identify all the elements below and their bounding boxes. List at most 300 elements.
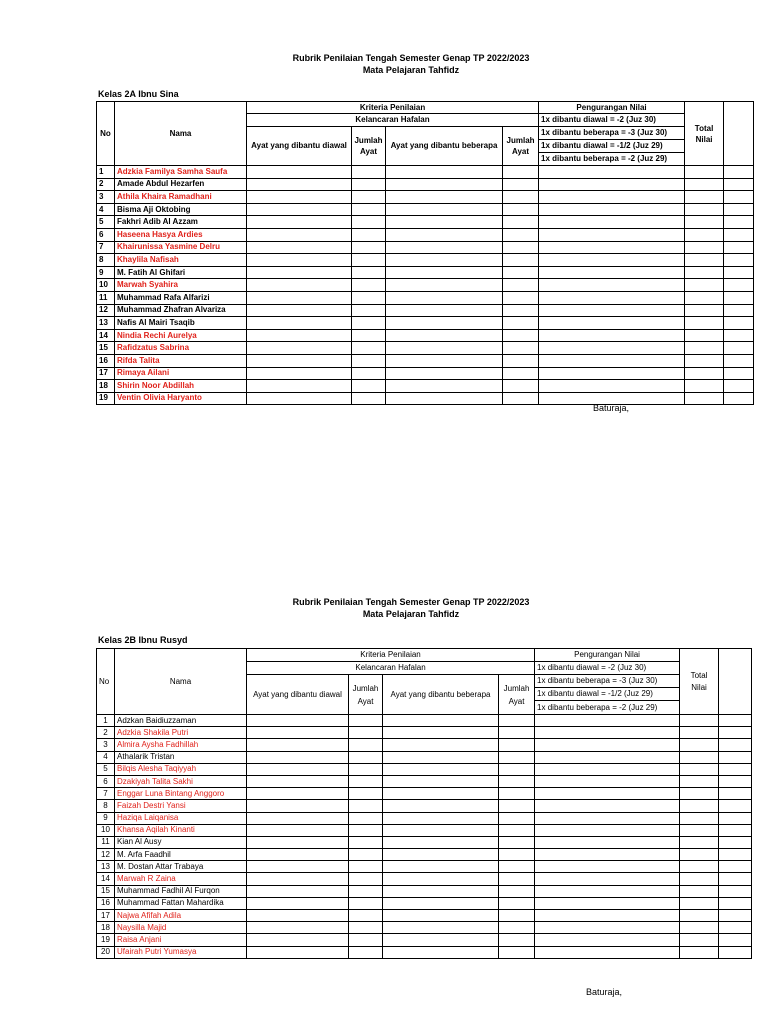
score-cell[interactable] xyxy=(719,727,752,739)
score-cell[interactable] xyxy=(724,342,754,355)
jumlah-label: Jumlah xyxy=(352,683,379,693)
score-cell[interactable] xyxy=(724,279,754,292)
score-cell[interactable] xyxy=(719,739,752,751)
student-name: Ufairah Putri Yumasya xyxy=(115,946,247,958)
score-cell[interactable] xyxy=(383,788,499,800)
score-cell[interactable] xyxy=(499,763,535,775)
score-cell[interactable] xyxy=(499,751,535,763)
score-cell[interactable] xyxy=(386,291,503,304)
score-cell[interactable] xyxy=(724,380,754,393)
score-cell[interactable] xyxy=(685,228,724,241)
score-cell[interactable] xyxy=(349,873,383,885)
table-row xyxy=(97,166,754,179)
score-cell[interactable] xyxy=(539,354,685,367)
score-cell[interactable] xyxy=(539,203,685,216)
score-cell[interactable] xyxy=(349,934,383,946)
score-cell[interactable] xyxy=(349,897,383,909)
score-cell[interactable] xyxy=(499,727,535,739)
score-cell[interactable] xyxy=(386,203,503,216)
score-cell[interactable] xyxy=(680,849,719,861)
score-cell[interactable] xyxy=(383,812,499,824)
score-cell[interactable] xyxy=(685,367,724,380)
score-cell[interactable] xyxy=(247,775,349,787)
score-cell[interactable] xyxy=(352,228,386,241)
score-cell[interactable] xyxy=(386,191,503,204)
score-cell[interactable] xyxy=(685,342,724,355)
score-cell[interactable] xyxy=(503,279,539,292)
score-cell[interactable] xyxy=(349,885,383,897)
score-cell[interactable] xyxy=(724,241,754,254)
penalty-item: 1x dibantu beberapa = -2 (Juz 29) xyxy=(539,153,685,166)
score-cell[interactable] xyxy=(535,739,680,751)
score-cell[interactable] xyxy=(539,166,685,179)
score-cell[interactable] xyxy=(386,342,503,355)
score-cell[interactable] xyxy=(539,279,685,292)
score-cell[interactable] xyxy=(247,788,349,800)
score-cell[interactable] xyxy=(247,203,352,216)
score-cell[interactable] xyxy=(724,216,754,229)
score-cell[interactable] xyxy=(535,922,680,934)
score-cell[interactable] xyxy=(383,897,499,909)
score-cell[interactable] xyxy=(680,727,719,739)
score-cell[interactable] xyxy=(349,775,383,787)
row-number: 12 xyxy=(97,849,115,861)
score-cell[interactable] xyxy=(503,304,539,317)
score-cell[interactable] xyxy=(503,342,539,355)
score-cell[interactable] xyxy=(685,216,724,229)
score-cell[interactable] xyxy=(349,715,383,727)
score-cell[interactable] xyxy=(535,788,680,800)
score-cell[interactable] xyxy=(535,885,680,897)
score-cell[interactable] xyxy=(349,861,383,873)
score-cell[interactable] xyxy=(383,824,499,836)
score-cell[interactable] xyxy=(685,304,724,317)
score-cell[interactable] xyxy=(247,739,349,751)
score-cell[interactable] xyxy=(383,775,499,787)
score-cell[interactable] xyxy=(247,946,349,958)
header-kriteria: Kriteria Penilaian xyxy=(247,102,539,114)
score-cell[interactable] xyxy=(503,367,539,380)
score-cell[interactable] xyxy=(247,342,352,355)
score-cell[interactable] xyxy=(247,910,349,922)
score-cell[interactable] xyxy=(386,166,503,179)
score-cell[interactable] xyxy=(386,266,503,279)
score-cell[interactable] xyxy=(503,392,539,405)
score-cell[interactable] xyxy=(499,800,535,812)
score-cell[interactable] xyxy=(499,715,535,727)
score-cell[interactable] xyxy=(352,380,386,393)
score-cell[interactable] xyxy=(349,910,383,922)
score-cell[interactable] xyxy=(352,354,386,367)
score-cell[interactable] xyxy=(503,166,539,179)
table-row xyxy=(97,934,752,946)
score-cell[interactable] xyxy=(724,203,754,216)
score-cell[interactable] xyxy=(349,727,383,739)
score-cell[interactable] xyxy=(247,329,352,342)
score-cell[interactable] xyxy=(719,751,752,763)
score-cell[interactable] xyxy=(352,317,386,330)
row-number: 4 xyxy=(97,751,115,763)
student-name: Almira Aysha Fadhillah xyxy=(115,739,247,751)
score-cell[interactable] xyxy=(247,800,349,812)
score-cell[interactable] xyxy=(680,934,719,946)
score-cell[interactable] xyxy=(352,291,386,304)
score-cell[interactable] xyxy=(352,266,386,279)
score-cell[interactable] xyxy=(383,946,499,958)
score-cell[interactable] xyxy=(352,241,386,254)
score-cell[interactable] xyxy=(247,216,352,229)
score-cell[interactable] xyxy=(247,254,352,267)
score-cell[interactable] xyxy=(724,317,754,330)
score-cell[interactable] xyxy=(247,897,349,909)
table-row xyxy=(97,849,752,861)
score-cell[interactable] xyxy=(247,861,349,873)
score-cell[interactable] xyxy=(503,191,539,204)
score-cell[interactable] xyxy=(685,203,724,216)
score-cell[interactable] xyxy=(383,751,499,763)
score-cell[interactable] xyxy=(247,727,349,739)
score-cell[interactable] xyxy=(680,763,719,775)
score-cell[interactable] xyxy=(349,946,383,958)
score-cell[interactable] xyxy=(719,836,752,848)
score-cell[interactable] xyxy=(535,836,680,848)
student-name: Muhammad Fadhil Al Furqon xyxy=(115,885,247,897)
score-cell[interactable] xyxy=(247,166,352,179)
score-cell[interactable] xyxy=(724,291,754,304)
score-cell[interactable] xyxy=(685,329,724,342)
table-row xyxy=(97,178,754,191)
score-cell[interactable] xyxy=(503,266,539,279)
score-cell[interactable] xyxy=(247,241,352,254)
score-cell[interactable] xyxy=(352,342,386,355)
score-cell[interactable] xyxy=(499,897,535,909)
score-cell[interactable] xyxy=(349,751,383,763)
score-cell[interactable] xyxy=(724,392,754,405)
score-cell[interactable] xyxy=(685,291,724,304)
score-cell[interactable] xyxy=(539,216,685,229)
score-cell[interactable] xyxy=(247,751,349,763)
score-cell[interactable] xyxy=(719,715,752,727)
score-cell[interactable] xyxy=(247,266,352,279)
score-cell[interactable] xyxy=(539,367,685,380)
score-cell[interactable] xyxy=(499,775,535,787)
score-cell[interactable] xyxy=(499,861,535,873)
score-cell[interactable] xyxy=(685,317,724,330)
score-cell[interactable] xyxy=(724,228,754,241)
score-cell[interactable] xyxy=(386,304,503,317)
score-cell[interactable] xyxy=(352,279,386,292)
student-name: Najwa Afifah Adila xyxy=(115,910,247,922)
score-cell[interactable] xyxy=(724,266,754,279)
score-cell[interactable] xyxy=(535,715,680,727)
score-cell[interactable] xyxy=(719,849,752,861)
score-cell[interactable] xyxy=(383,861,499,873)
score-cell[interactable] xyxy=(535,861,680,873)
score-cell[interactable] xyxy=(719,897,752,909)
score-cell[interactable] xyxy=(499,824,535,836)
score-cell[interactable] xyxy=(503,228,539,241)
score-cell[interactable] xyxy=(680,885,719,897)
score-cell[interactable] xyxy=(685,354,724,367)
score-cell[interactable] xyxy=(349,836,383,848)
score-cell[interactable] xyxy=(383,715,499,727)
row-number: 17 xyxy=(97,910,115,922)
score-cell[interactable] xyxy=(535,800,680,812)
table-row xyxy=(97,715,752,727)
score-cell[interactable] xyxy=(535,763,680,775)
score-cell[interactable] xyxy=(247,715,349,727)
score-cell[interactable] xyxy=(680,910,719,922)
score-cell[interactable] xyxy=(539,254,685,267)
score-cell[interactable] xyxy=(352,216,386,229)
student-name: Khaylila Nafisah xyxy=(115,254,247,267)
score-cell[interactable] xyxy=(503,380,539,393)
score-cell[interactable] xyxy=(724,191,754,204)
score-cell[interactable] xyxy=(503,203,539,216)
score-cell[interactable] xyxy=(539,304,685,317)
score-cell[interactable] xyxy=(539,191,685,204)
score-cell[interactable] xyxy=(724,367,754,380)
score-cell[interactable] xyxy=(383,800,499,812)
score-cell[interactable] xyxy=(349,849,383,861)
score-cell[interactable] xyxy=(680,946,719,958)
score-cell[interactable] xyxy=(349,788,383,800)
score-cell[interactable] xyxy=(724,254,754,267)
score-cell[interactable] xyxy=(247,885,349,897)
score-cell[interactable] xyxy=(383,885,499,897)
score-cell[interactable] xyxy=(247,873,349,885)
score-cell[interactable] xyxy=(349,763,383,775)
score-cell[interactable] xyxy=(680,836,719,848)
score-cell[interactable] xyxy=(503,216,539,229)
score-cell[interactable] xyxy=(383,836,499,848)
student-name: Marwah Syahira xyxy=(115,279,247,292)
score-cell[interactable] xyxy=(539,342,685,355)
score-cell[interactable] xyxy=(247,291,352,304)
score-cell[interactable] xyxy=(247,763,349,775)
score-cell[interactable] xyxy=(503,354,539,367)
score-cell[interactable] xyxy=(680,751,719,763)
score-cell[interactable] xyxy=(685,166,724,179)
score-cell[interactable] xyxy=(503,317,539,330)
score-cell[interactable] xyxy=(247,317,352,330)
score-cell[interactable] xyxy=(503,241,539,254)
score-cell[interactable] xyxy=(386,216,503,229)
score-cell[interactable] xyxy=(719,800,752,812)
score-cell[interactable] xyxy=(386,380,503,393)
score-cell[interactable] xyxy=(685,279,724,292)
score-cell[interactable] xyxy=(247,392,352,405)
score-cell[interactable] xyxy=(503,291,539,304)
score-cell[interactable] xyxy=(680,922,719,934)
score-cell[interactable] xyxy=(685,254,724,267)
score-cell[interactable] xyxy=(535,824,680,836)
score-cell[interactable] xyxy=(352,367,386,380)
score-cell[interactable] xyxy=(499,922,535,934)
score-cell[interactable] xyxy=(386,178,503,191)
score-cell[interactable] xyxy=(499,946,535,958)
score-cell[interactable] xyxy=(386,241,503,254)
row-number: 16 xyxy=(97,897,115,909)
score-cell[interactable] xyxy=(247,934,349,946)
score-cell[interactable] xyxy=(499,836,535,848)
score-cell[interactable] xyxy=(383,934,499,946)
score-cell[interactable] xyxy=(349,824,383,836)
score-cell[interactable] xyxy=(386,367,503,380)
score-cell[interactable] xyxy=(247,304,352,317)
ayat-label: Ayat xyxy=(357,696,374,706)
row-number: 2 xyxy=(97,178,115,191)
score-cell[interactable] xyxy=(247,178,352,191)
score-cell[interactable] xyxy=(352,203,386,216)
score-cell[interactable] xyxy=(499,739,535,751)
score-cell[interactable] xyxy=(383,727,499,739)
score-cell[interactable] xyxy=(247,922,349,934)
score-cell[interactable] xyxy=(386,329,503,342)
score-cell[interactable] xyxy=(719,946,752,958)
score-cell[interactable] xyxy=(539,266,685,279)
score-cell[interactable] xyxy=(719,934,752,946)
score-cell[interactable] xyxy=(247,836,349,848)
score-cell[interactable] xyxy=(685,266,724,279)
score-cell[interactable] xyxy=(386,354,503,367)
score-cell[interactable] xyxy=(719,873,752,885)
score-cell[interactable] xyxy=(685,241,724,254)
score-cell[interactable] xyxy=(352,329,386,342)
score-cell[interactable] xyxy=(680,824,719,836)
score-cell[interactable] xyxy=(247,824,349,836)
score-cell[interactable] xyxy=(535,812,680,824)
score-cell[interactable] xyxy=(499,885,535,897)
score-cell[interactable] xyxy=(383,910,499,922)
score-cell[interactable] xyxy=(386,228,503,241)
score-cell[interactable] xyxy=(685,392,724,405)
score-cell[interactable] xyxy=(386,317,503,330)
score-cell[interactable] xyxy=(535,775,680,787)
score-cell[interactable] xyxy=(352,178,386,191)
score-cell[interactable] xyxy=(719,861,752,873)
score-cell[interactable] xyxy=(503,254,539,267)
score-cell[interactable] xyxy=(499,934,535,946)
score-cell[interactable] xyxy=(680,873,719,885)
score-cell[interactable] xyxy=(539,329,685,342)
score-cell[interactable] xyxy=(352,254,386,267)
score-cell[interactable] xyxy=(499,873,535,885)
score-cell[interactable] xyxy=(503,329,539,342)
score-cell[interactable] xyxy=(535,946,680,958)
table-row xyxy=(97,922,752,934)
score-cell[interactable] xyxy=(247,849,349,861)
score-cell[interactable] xyxy=(680,812,719,824)
score-cell[interactable] xyxy=(386,392,503,405)
student-name: Bisma Aji Oktobing xyxy=(115,203,247,216)
score-cell[interactable] xyxy=(386,279,503,292)
score-cell[interactable] xyxy=(724,178,754,191)
score-cell[interactable] xyxy=(349,812,383,824)
total-label: Total xyxy=(694,123,714,133)
score-cell[interactable] xyxy=(247,191,352,204)
score-cell[interactable] xyxy=(535,873,680,885)
score-cell[interactable] xyxy=(724,166,754,179)
score-cell[interactable] xyxy=(719,788,752,800)
score-cell[interactable] xyxy=(535,897,680,909)
score-cell[interactable] xyxy=(352,392,386,405)
score-cell[interactable] xyxy=(247,279,352,292)
score-cell[interactable] xyxy=(352,191,386,204)
score-cell[interactable] xyxy=(719,910,752,922)
score-cell[interactable] xyxy=(349,739,383,751)
score-cell[interactable] xyxy=(680,788,719,800)
score-cell[interactable] xyxy=(535,934,680,946)
score-cell[interactable] xyxy=(724,304,754,317)
score-cell[interactable] xyxy=(719,922,752,934)
score-cell[interactable] xyxy=(247,367,352,380)
score-cell[interactable] xyxy=(383,873,499,885)
score-cell[interactable] xyxy=(719,763,752,775)
score-cell[interactable] xyxy=(680,897,719,909)
score-cell[interactable] xyxy=(535,849,680,861)
score-cell[interactable] xyxy=(352,166,386,179)
score-cell[interactable] xyxy=(247,228,352,241)
score-cell[interactable] xyxy=(349,922,383,934)
score-cell[interactable] xyxy=(247,354,352,367)
score-cell[interactable] xyxy=(383,849,499,861)
score-cell[interactable] xyxy=(499,812,535,824)
score-cell[interactable] xyxy=(719,885,752,897)
score-cell[interactable] xyxy=(680,739,719,751)
score-cell[interactable] xyxy=(539,178,685,191)
score-cell[interactable] xyxy=(383,739,499,751)
score-cell[interactable] xyxy=(352,304,386,317)
score-cell[interactable] xyxy=(383,763,499,775)
score-cell[interactable] xyxy=(535,910,680,922)
row-number: 11 xyxy=(97,291,115,304)
score-cell[interactable] xyxy=(247,380,352,393)
score-cell[interactable] xyxy=(535,727,680,739)
score-cell[interactable] xyxy=(247,812,349,824)
score-cell[interactable] xyxy=(539,317,685,330)
score-cell[interactable] xyxy=(539,241,685,254)
table-row xyxy=(97,751,752,763)
score-cell[interactable] xyxy=(349,800,383,812)
score-cell[interactable] xyxy=(685,380,724,393)
score-cell[interactable] xyxy=(719,824,752,836)
score-cell[interactable] xyxy=(383,922,499,934)
score-cell[interactable] xyxy=(539,380,685,393)
score-cell[interactable] xyxy=(503,178,539,191)
score-cell[interactable] xyxy=(499,849,535,861)
student-name: Ventin Olivia Haryanto xyxy=(115,392,247,405)
header-ayat-beberapa: Ayat yang dibantu beberapa xyxy=(383,675,499,715)
score-cell[interactable] xyxy=(680,775,719,787)
table-row xyxy=(97,241,754,254)
score-cell[interactable] xyxy=(724,354,754,367)
score-cell[interactable] xyxy=(680,800,719,812)
score-cell[interactable] xyxy=(724,329,754,342)
score-cell[interactable] xyxy=(680,861,719,873)
score-cell[interactable] xyxy=(539,228,685,241)
score-cell[interactable] xyxy=(719,775,752,787)
score-cell[interactable] xyxy=(685,191,724,204)
score-cell[interactable] xyxy=(386,254,503,267)
score-cell[interactable] xyxy=(499,788,535,800)
score-cell[interactable] xyxy=(535,751,680,763)
score-cell[interactable] xyxy=(499,910,535,922)
score-cell[interactable] xyxy=(685,178,724,191)
score-cell[interactable] xyxy=(680,715,719,727)
score-cell[interactable] xyxy=(539,291,685,304)
score-cell[interactable] xyxy=(719,812,752,824)
